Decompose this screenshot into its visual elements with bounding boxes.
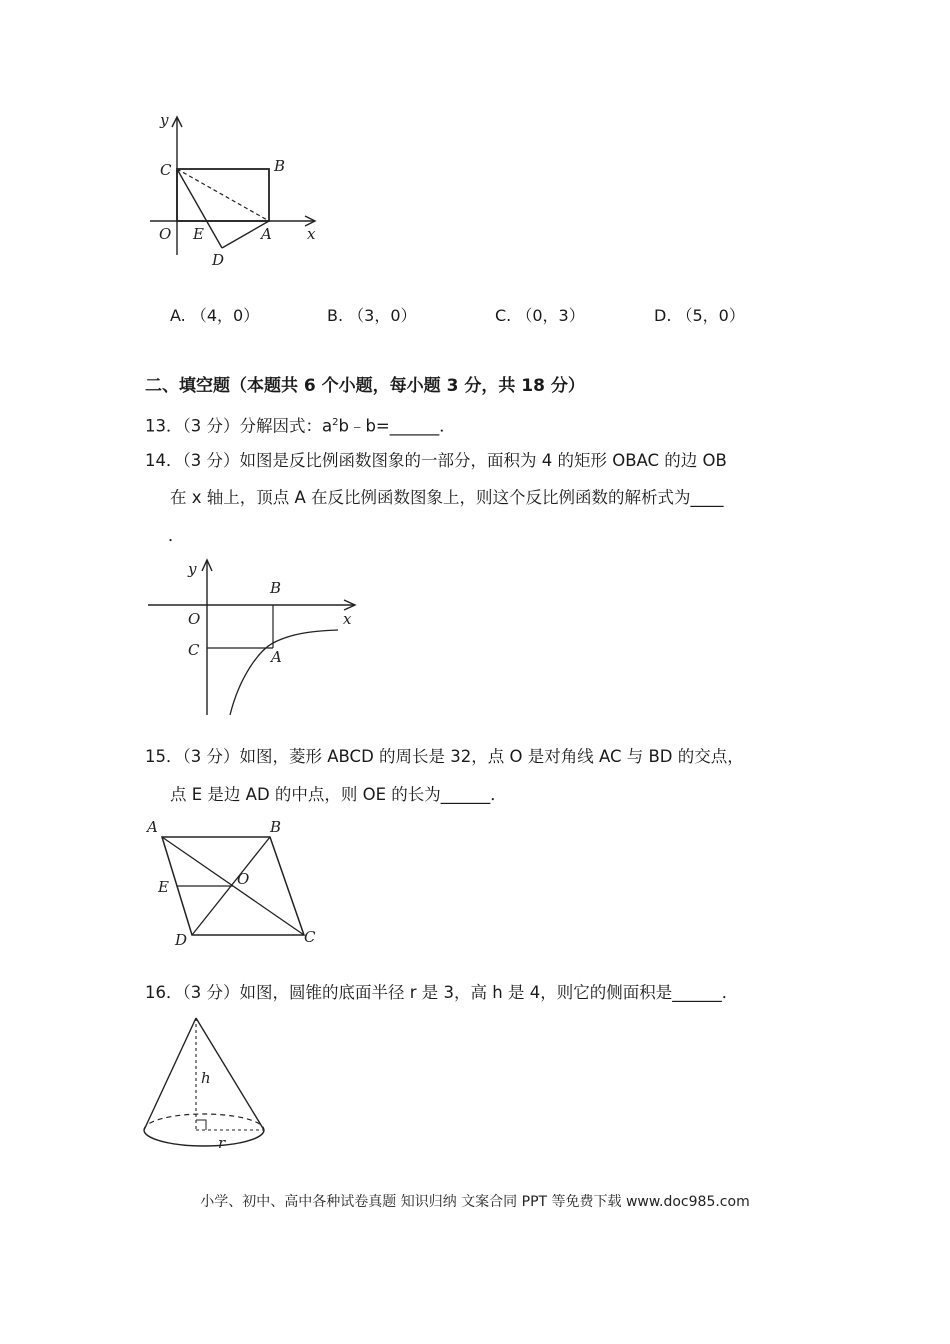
- question-15-line1: 15．（3 分）如图，菱形 ABCD 的周长是 32，点 O 是对角线 AC 与 BD 的交点，: [145, 747, 744, 766]
- fig3-label-a: A: [147, 818, 158, 836]
- question-15-line2: 点 E 是边 AD 的中点，则 OE 的长为______．: [170, 785, 507, 804]
- fig3-label-b: B: [270, 818, 282, 836]
- fig3-label-c: C: [304, 928, 316, 946]
- figure-inverse-function: [140, 555, 370, 720]
- fig3-label-o: O: [237, 870, 250, 888]
- q13-exponent: 2: [332, 417, 339, 428]
- q13-prefix: 13．（3 分）分解因式：a: [145, 416, 333, 436]
- option-d: D. （5，0）: [654, 306, 745, 325]
- fig4-label-r: r: [218, 1134, 226, 1152]
- section-heading: 二、填空题（本题共 6 个小题，每小题 3 分，共 18 分）: [145, 376, 585, 396]
- fig2-label-b: B: [270, 579, 282, 597]
- q13-suffix: b﹣b=______．: [338, 416, 456, 436]
- fig2-label-x: x: [343, 610, 352, 628]
- fig2-label-a: A: [271, 648, 282, 666]
- fig2-label-o: O: [188, 610, 201, 628]
- question-14-line3: ．: [168, 526, 185, 545]
- fig1-label-y: y: [160, 111, 169, 129]
- fig3-label-d: D: [175, 931, 188, 949]
- figure-rectangle-fold: [140, 105, 340, 270]
- figure-rhombus: [140, 815, 330, 955]
- fig2-label-c: C: [188, 641, 200, 659]
- fig1-label-a: A: [261, 225, 272, 243]
- figure-cone: [138, 1010, 273, 1155]
- fig1-label-b: B: [274, 157, 286, 175]
- fig3-label-e: E: [158, 878, 169, 896]
- fig4-label-h: h: [201, 1069, 211, 1087]
- question-13: [145, 412, 456, 438]
- option-a: A. （4，0）: [170, 306, 260, 325]
- question-14-line2: 在 x 轴上，顶点 A 在反比例函数图象上，则这个反比例函数的解析式为____: [170, 488, 724, 507]
- question-14-line1: 14．（3 分）如图是反比例函数图象的一部分，面积为 4 的矩形 OBAC 的边 OB: [145, 451, 727, 470]
- fig1-label-c: C: [160, 161, 172, 179]
- question-16-line1: 16．（3 分）如图，圆锥的底面半径 r 是 3，高 h 是 4，则它的侧面积是______．: [145, 983, 739, 1002]
- fig1-label-x: x: [307, 225, 316, 243]
- page-footer: 小学、初中、高中各种试卷真题 知识归纳 文案合同 PPT 等免费下载 www.doc985.com: [200, 1194, 750, 1210]
- fig2-label-y: y: [188, 560, 197, 578]
- option-b: B. （3，0）: [327, 306, 417, 325]
- fig1-label-o: O: [159, 225, 172, 243]
- option-c: C. （0，3）: [495, 306, 585, 325]
- fig1-label-e: E: [193, 225, 204, 243]
- fig1-label-d: D: [212, 251, 225, 269]
